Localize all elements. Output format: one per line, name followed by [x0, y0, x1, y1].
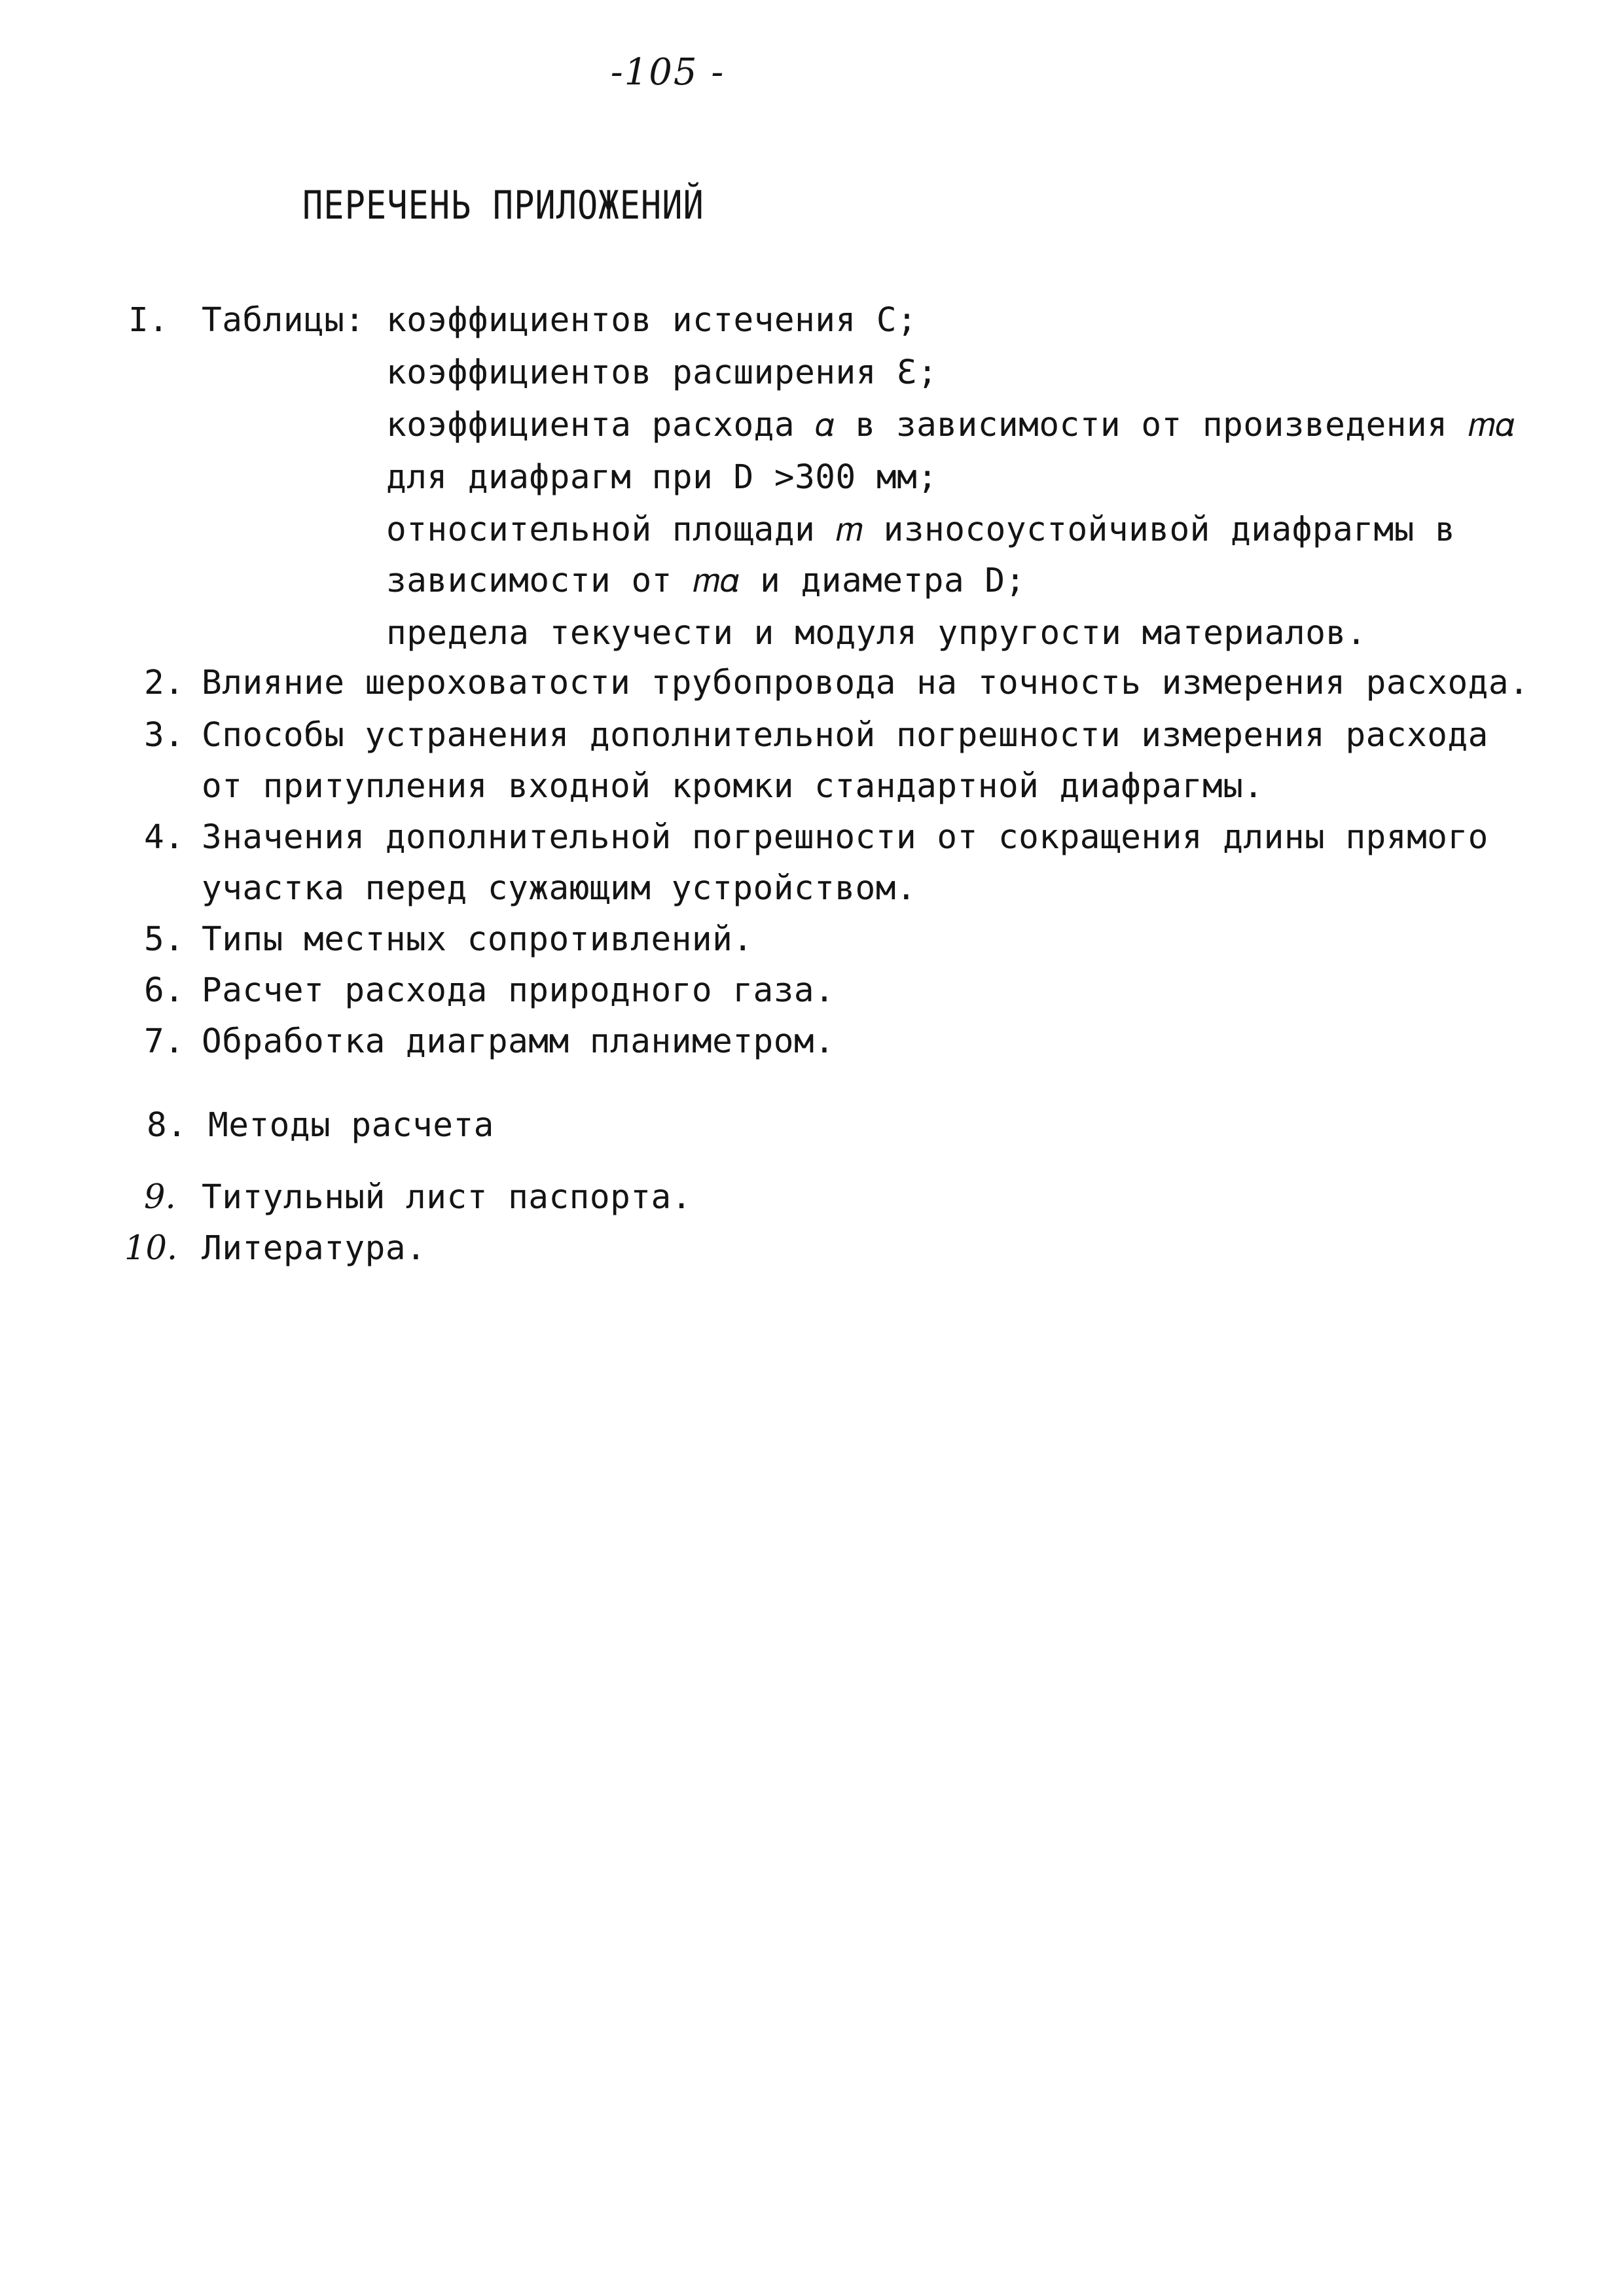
- item-10-number: 10.: [124, 1229, 178, 1268]
- item-5-line-1: Типы местных сопротивлений.: [202, 920, 753, 959]
- item-6-line-1: Расчет расхода природного газа.: [202, 971, 835, 1010]
- item-10-line-1: Литература.: [202, 1229, 427, 1268]
- item-1-label: Таблицы:: [202, 301, 365, 340]
- item-2-line-1: Влияние шероховатости трубопровода на точность измерения расхода.: [202, 664, 1530, 702]
- item-4-number: 4.: [144, 818, 185, 857]
- item-3-line-1: Способы устранения дополнительной погрешности измерения расхода: [202, 716, 1489, 755]
- item-7-number: 7.: [144, 1022, 185, 1061]
- item-8-line-1: Методы расчета: [208, 1106, 494, 1145]
- item-5-number: 5.: [144, 920, 185, 959]
- item-3-number: 3.: [144, 716, 185, 755]
- item-9-number: 9.: [144, 1178, 176, 1217]
- item-3-line-2: от притупления входной кромки стандартной диафрагмы.: [202, 767, 1264, 806]
- page-number: -105 -: [610, 51, 725, 94]
- page-title: ПЕРЕЧЕНЬ ПРИЛОЖЕНИЙ: [302, 183, 704, 228]
- item-7-line-1: Обработка диаграмм планиметром.: [202, 1022, 835, 1061]
- item-8-number: 8.: [147, 1106, 187, 1145]
- item-1-line-2: коэффициентов расширения Ɛ;: [386, 353, 938, 392]
- item-6-number: 6.: [144, 971, 185, 1010]
- item-1-line-7: предела текучести и модуля упругости материалов.: [386, 614, 1367, 653]
- item-1-line-4: для диафрагм при D >300 мм;: [386, 458, 938, 497]
- item-1-line-6: зависимости от 𝑚𝛼 и диаметра D;: [386, 562, 1026, 600]
- item-4-line-2: участка перед сужающим устройством.: [202, 869, 917, 908]
- item-1-line-1: коэффициентов истечения С;: [386, 301, 918, 340]
- item-9-line-1: Титульный лист паспорта.: [202, 1178, 692, 1217]
- item-1-number: I.: [128, 301, 169, 340]
- item-2-number: 2.: [144, 664, 185, 702]
- item-4-line-1: Значения дополнительной погрешности от сокращения длины прямого: [202, 818, 1489, 857]
- item-1-line-3: коэффициента расхода 𝛼 в зависимости от произведения 𝑚𝛼: [386, 406, 1515, 444]
- item-1-line-5: относительной площади 𝑚 износоустойчивой диафрагмы в: [386, 511, 1456, 549]
